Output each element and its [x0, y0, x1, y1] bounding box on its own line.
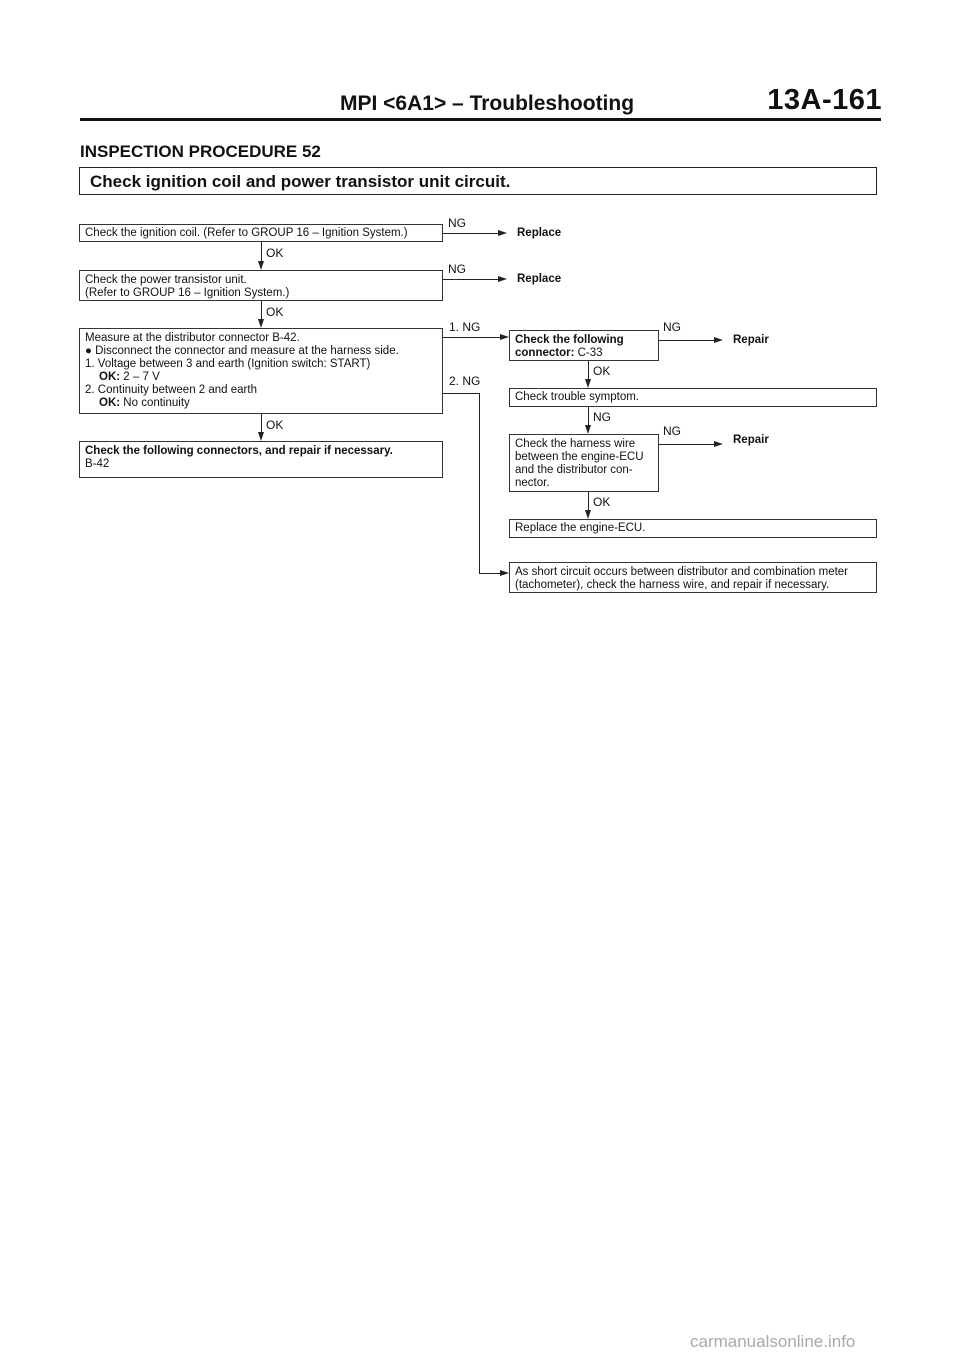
- measure-line3: 1. Voltage between 3 and earth (Ignition switch: START): [85, 358, 371, 370]
- connector-line: [443, 337, 500, 338]
- ok-value: No continuity: [123, 397, 190, 409]
- replace-ecu-text: Replace the engine-ECU.: [515, 522, 646, 534]
- step-power-transistor-line2: (Refer to GROUP 16 – Ignition System.): [85, 287, 290, 299]
- step-check-harness-wire: [509, 434, 659, 492]
- short-circuit-line2: (tachometer), check the harness wire, and repair if necessary.: [515, 579, 830, 591]
- connector-line: [443, 279, 498, 280]
- harness-line2: between the engine-ECU: [515, 451, 644, 463]
- connector-line: [659, 340, 714, 341]
- step-check-connectors-repair: [79, 441, 443, 478]
- measure-line5: 2. Continuity between 2 and earth: [85, 384, 257, 396]
- step-check-trouble-symptom: [509, 388, 877, 407]
- step-replace-engine-ecu: [509, 519, 877, 538]
- connector-line: [588, 492, 589, 510]
- label-ng: NG: [448, 262, 466, 276]
- ok-label: OK:: [99, 371, 121, 383]
- step-short-circuit-note: [509, 562, 877, 593]
- result-repair: Repair: [733, 334, 769, 346]
- check-c33-line2: [515, 347, 653, 360]
- connector-label: connector:: [515, 347, 575, 359]
- label-ng: NG: [448, 216, 466, 230]
- arrow-down-icon: [585, 425, 591, 434]
- trouble-symptom-text: Check trouble symptom.: [515, 391, 639, 403]
- check-connectors-line1: Check the following connectors, and repair if necessary.: [85, 445, 393, 457]
- measure-line6: [85, 397, 437, 410]
- connector-line: [479, 573, 500, 574]
- harness-line1: Check the harness wire: [515, 438, 636, 450]
- connector-line: [588, 361, 589, 379]
- label-ok: OK: [266, 418, 284, 432]
- arrow-right-icon: [498, 276, 507, 282]
- header-rule: [80, 118, 881, 121]
- label-ng: NG: [593, 410, 611, 424]
- arrow-down-icon: [258, 319, 264, 328]
- result-repair: Repair: [733, 434, 769, 446]
- step-check-ignition-coil: [79, 224, 443, 242]
- measure-line4: [85, 371, 437, 384]
- arrow-down-icon: [258, 261, 264, 270]
- label-ng-1: 1. NG: [449, 320, 481, 334]
- label-ok: OK: [593, 495, 611, 509]
- connector-line: [659, 444, 714, 445]
- label-ok: OK: [266, 246, 284, 260]
- connector-line: [443, 393, 479, 394]
- step-check-ignition-coil-text: Check the ignition coil. (Refer to GROUP 16 – Ignition System.): [85, 227, 408, 239]
- procedure-title: INSPECTION PROCEDURE 52: [80, 142, 321, 161]
- connector-line: [443, 233, 498, 234]
- arrow-right-icon: [714, 337, 723, 343]
- harness-line3: and the distributor con-: [515, 464, 633, 476]
- step-measure-distributor-connector: [79, 328, 443, 414]
- arrow-right-icon: [498, 230, 507, 236]
- step-check-connector-c33: [509, 330, 659, 361]
- harness-line4: nector.: [515, 477, 550, 489]
- result-replace: Replace: [517, 227, 562, 239]
- arrow-right-icon: [500, 334, 509, 340]
- label-ng-2: 2. NG: [449, 374, 481, 388]
- footer-watermark: carmanualsonline.info: [690, 1332, 856, 1351]
- connector-line: [261, 301, 262, 319]
- check-connectors-line2: B-42: [85, 458, 110, 470]
- measure-line2: ● Disconnect the connector and measure at the harness side.: [85, 345, 399, 357]
- label-ok: OK: [593, 364, 611, 378]
- page-header-title: MPI <6A1> – Troubleshooting: [340, 92, 635, 115]
- connector-line: [479, 393, 480, 573]
- short-circuit-line1: As short circuit occurs between distributor and combination meter: [515, 566, 849, 578]
- page-number: 13A-161: [767, 84, 882, 116]
- ok-value: 2 – 7 V: [123, 371, 160, 383]
- label-ng: NG: [663, 424, 681, 438]
- connector-line: [261, 414, 262, 432]
- result-replace: Replace: [517, 273, 562, 285]
- label-ok: OK: [266, 305, 284, 319]
- check-c33-line1: Check the following: [515, 334, 624, 346]
- step-check-power-transistor: [79, 270, 443, 301]
- arrow-right-icon: [714, 441, 723, 447]
- connector-line: [261, 242, 262, 261]
- arrow-down-icon: [585, 510, 591, 519]
- step-power-transistor-line1: Check the power transistor unit.: [85, 274, 247, 286]
- ok-label: OK:: [99, 397, 121, 409]
- main-heading-box: Check ignition coil and power transistor unit circuit.: [79, 167, 877, 195]
- connector-value: C-33: [577, 347, 603, 359]
- arrow-down-icon: [585, 379, 591, 388]
- arrow-down-icon: [258, 432, 264, 441]
- measure-line1: Measure at the distributor connector B-42.: [85, 332, 300, 344]
- connector-line: [588, 407, 589, 425]
- arrow-right-icon: [500, 570, 509, 576]
- label-ng: NG: [663, 320, 681, 334]
